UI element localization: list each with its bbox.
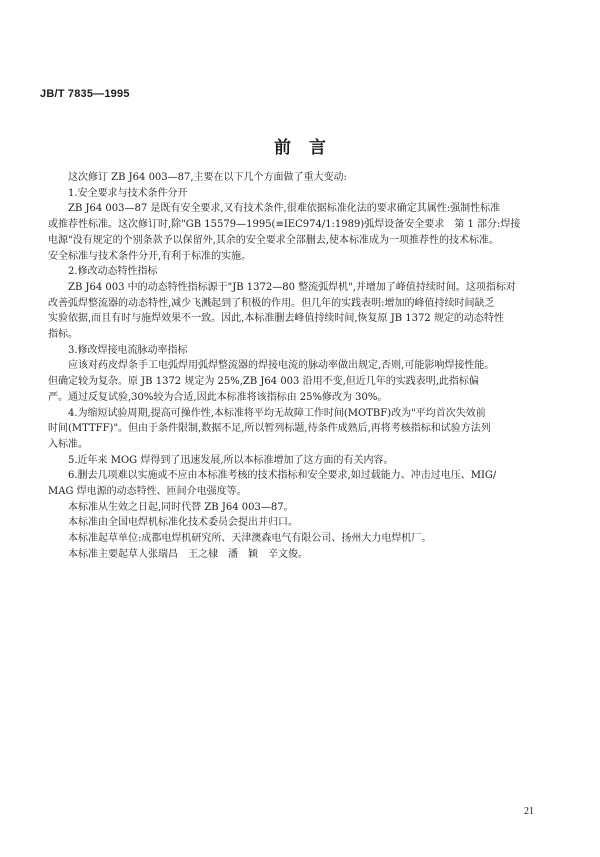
page-number: 21 [524,806,534,817]
body-line: 1.安全要求与技术条件分开 [68,187,188,199]
body-line: 或推荐性标准。这次修订时,除"GB 15579—1995(≡IEC974/1:1989)弧焊设备安全要求 第 1 部分:焊接 [48,219,521,231]
body-line: 6.删去几项难以实施或不应由本标准考核的技术指标和安全要求,如过载能力、冲击过电压、MIG/ [68,470,497,482]
body-line: 2.修改动态特性指标 [68,266,158,278]
body-line: 安全标准与技术条件分开,有利于标准的实施。 [48,250,252,262]
body-line: 这次修订 ZB J64 003—87,主要在以下几个方面做了重大变动: [68,172,347,183]
foreword-body [48,170,556,563]
body-line: 时间(MTTFF)"。但由于条件限制,数据不足,所以暂列标题,待条件成熟后,再将考核指标和试验方法列 [48,423,491,435]
body-line: ZB J64 003 中的动态特性指标源于"JB 1372—80 整流弧焊机",并增加了峰值持续时间。这项指标对 [68,281,516,293]
body-line: 4.为缩短试验周期,提高可操作性,本标准将平均无故障工作时间(MOTBF)改为"平均首次失效前 [68,407,486,419]
standard-code: JB/T 7835—1995 [40,88,130,100]
body-line: 应该对药皮焊条手工电弧焊用弧焊整流器的焊接电流的脉动率做出规定,否则,可能影响焊接性能。 [68,360,495,372]
body-line: 但确定较为复杂。原 JB 1372 规定为 25%,ZB J64 003 沿用不变,但近几年的实践表明,此指标偏 [48,376,479,388]
body-line: 指标。 [48,329,78,341]
body-line: 3.修改焊接电流脉动率指标 [68,344,188,356]
body-line: 本标准由全国电焊机标准化技术委员会提出并归口。 [68,517,298,529]
body-line: 5.近年来 MOG 焊得到了迅速发展,所以本标准增加了这方面的有关内容。 [68,454,394,466]
body-line: ZB J64 003—87 是既有安全要求,又有技术条件,很难依据标准化法的要求确定其属性:强制性标准 [68,203,501,215]
body-line: 实验依据,而且有时与施焊效果不一致。因此,本标准删去峰值持续时间,恢复原 JB 1372 规定的动态特性 [48,313,504,325]
body-line: 入标准。 [48,438,88,450]
body-line: 改善弧焊整流器的动态特性,减少飞溅起到了积极的作用。但几年的实践表明:增加的峰值持续时间缺乏 [48,297,495,309]
body-line: 本标准从生效之日起,同时代替 ZB J64 003—87。 [68,501,294,513]
page-title: 前言 [274,138,344,158]
body-line: 本标准主要起草人张瑞昌 王之棣 潘 颖 辛文俊。 [68,548,308,560]
body-line: 电源"没有规定的个别条款予以保留外,其余的安全要求全部删去,使本标准成为一项推荐性的技术标准。 [48,234,499,246]
body-line: 本标准起草单位:成都电焊机研究所、天津澳森电气有限公司、扬州大力电焊机厂。 [68,533,432,545]
body-line: MAG 焊电源的动态特性、匝间介电强度等。 [48,486,247,498]
body-line: 严。通过反复试验,30%较为合适,因此本标准将该指标由 25%修改为 30%。 [48,391,388,403]
